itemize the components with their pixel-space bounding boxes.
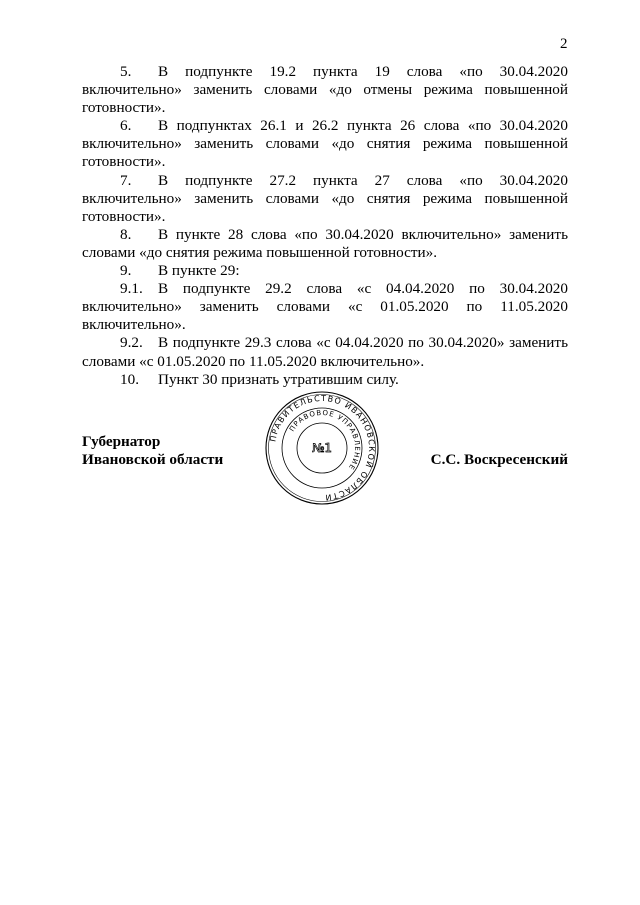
paragraph-9-2 (82, 334, 568, 370)
paragraph-10 (82, 371, 568, 389)
paragraph-text: В подпункте 29.3 слова «с 04.04.2020 по 30.04.2020» заменить словами «с 01.05.2020 по 11.05.2020 включительно». (82, 334, 568, 370)
paragraph-number: 9. (120, 262, 132, 280)
paragraph-text: В пункте 29: (158, 262, 240, 280)
signer-title-line1: Губернатор (82, 433, 161, 450)
paragraph-number: 7. (120, 171, 132, 189)
paragraph-9-1 (82, 280, 568, 334)
paragraph-7 (82, 172, 568, 226)
paragraph-number: 8. (120, 225, 132, 243)
paragraph-6 (82, 117, 568, 171)
paragraph-number: 9.1. (120, 280, 143, 298)
page-number: 2 (560, 36, 568, 52)
paragraph-text: В подпункте 27.2 пункта 27 слова «по 30.04.2020 включительно» заменить словами «до снятия режима повышенной готовности». (82, 171, 568, 225)
paragraph-text: В подпункте 19.2 пункта 19 слова «по 30.04.2020 включительно» заменить словами «до отмены режима повышенной готовности». (82, 63, 568, 117)
paragraph-text: Пункт 30 признать утратившим силу. (158, 370, 399, 388)
document-body (82, 63, 568, 389)
paragraph-8 (82, 226, 568, 262)
paragraph-text: В подпунктах 26.1 и 26.2 пункта 26 слова «по 30.04.2020 включительно» заменить словами «до снятия режима повышенной готовности». (82, 117, 568, 171)
signer-name: С.С. Воскресенский (430, 451, 568, 468)
signature-block (82, 433, 568, 469)
signer-title-line2: Ивановской области (82, 451, 224, 468)
paragraph-number: 10. (120, 370, 139, 388)
paragraph-text: В пункте 28 слова «по 30.04.2020 включительно» заменить словами «до снятия режима повышенной готовности». (82, 225, 568, 261)
paragraph-9 (82, 262, 568, 280)
paragraph-5 (82, 63, 568, 117)
paragraph-number: 9.2. (120, 334, 143, 352)
stamp-outer-text: ПРАВИТЕЛЬСТВО ИВАНОВСКОЙ ОБЛАСТИ (268, 393, 377, 503)
paragraph-text: В подпункте 29.2 слова «с 04.04.2020 по 30.04.2020 включительно» заменить словами «с 01.05.2020 по 11.05.2020 включительно». (82, 280, 568, 334)
paragraph-number: 5. (120, 63, 132, 80)
stamp-inner-text: ПРАВОВОЕ УПРАВЛЕНИЕ (287, 408, 362, 472)
stamp-number: №1 (311, 441, 333, 455)
paragraph-number: 6. (120, 117, 132, 135)
